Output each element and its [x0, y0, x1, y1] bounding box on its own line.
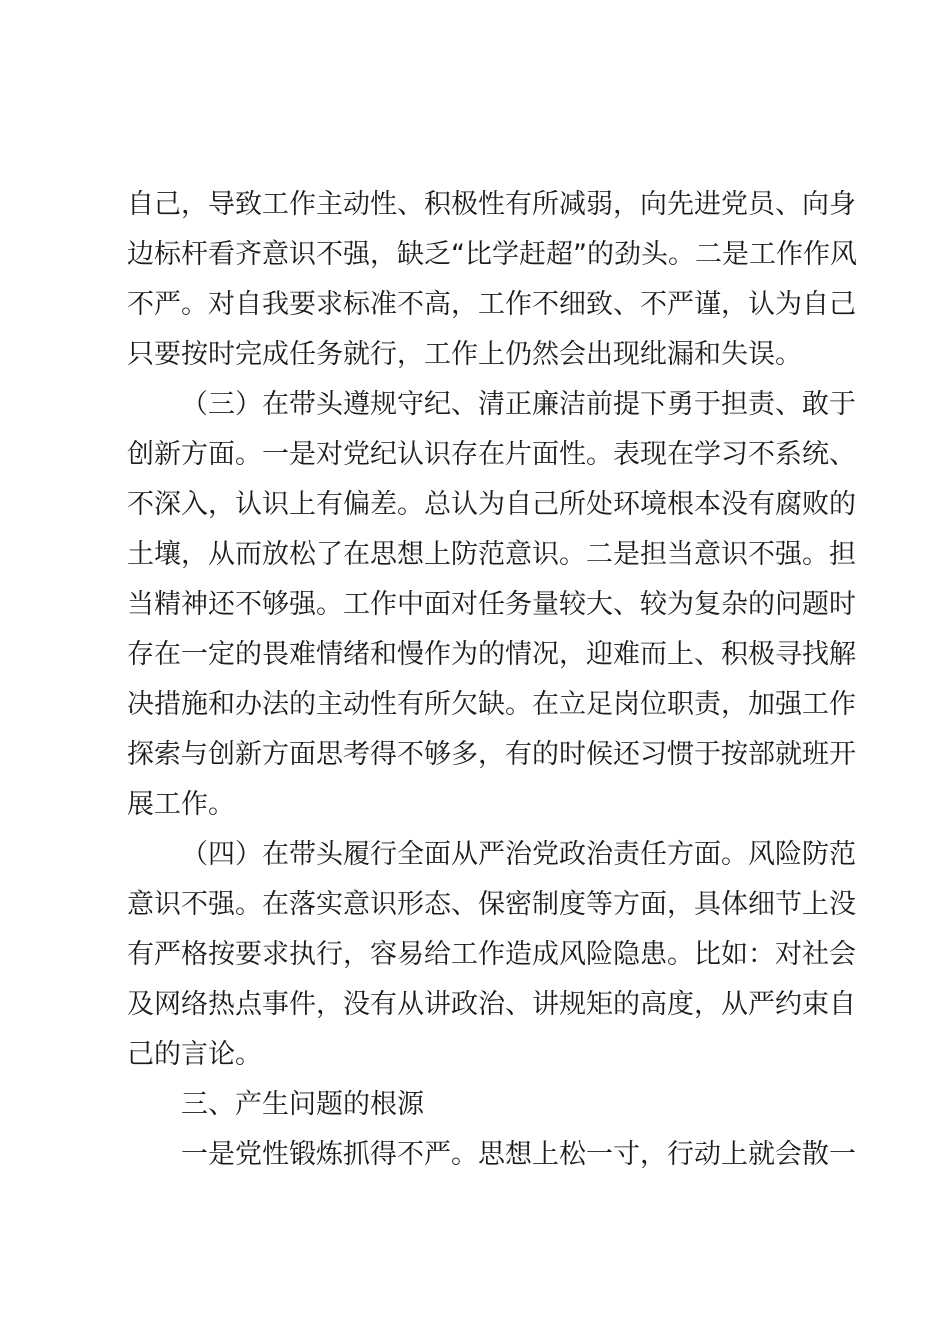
- paragraph-line: 不深入，认识上有偏差。总认为自己所处环境根本没有腐败的: [127, 489, 856, 520]
- paragraph-line: 一是党性锻炼抓得不严。思想上松一寸，行动上就会散一: [181, 1139, 856, 1170]
- paragraph-line: 探索与创新方面思考得不够多，有的时候还习惯于按部就班开: [127, 739, 856, 770]
- paragraph-line: 当精神还不够强。工作中面对任务量较大、较为复杂的问题时: [127, 589, 856, 620]
- section-heading-line: （四）在带头履行全面从严治党政治责任方面。风险防范: [181, 839, 856, 870]
- paragraph-line: 展工作。: [127, 789, 235, 820]
- paragraph-line: 只要按时完成任务就行，工作上仍然会出现纰漏和失误。: [127, 339, 802, 370]
- paragraph-line: 存在一定的畏难情绪和慢作为的情况，迎难而上、积极寻找解: [127, 639, 856, 670]
- paragraph-line: 边标杆看齐意识不强，缺乏“比学赶超”的劲头。二是工作作风: [127, 239, 857, 270]
- paragraph-line: 不严。对自我要求标准不高，工作不细致、不严谨，认为自己: [127, 289, 856, 320]
- paragraph-line: 自己，导致工作主动性、积极性有所减弱，向先进党员、向身: [127, 189, 856, 220]
- paragraph-line: 己的言论。: [127, 1039, 262, 1070]
- paragraph-line: 创新方面。一是对党纪认识存在片面性。表现在学习不系统、: [127, 439, 856, 470]
- section-heading-line: （三）在带头遵规守纪、清正廉洁前提下勇于担责、敢于: [181, 389, 856, 420]
- paragraph-line: 意识不强。在落实意识形态、保密制度等方面，具体细节上没: [127, 889, 856, 920]
- paragraph-line: 及网络热点事件，没有从讲政治、讲规矩的高度，从严约束自: [127, 989, 856, 1020]
- paragraph-line: 决措施和办法的主动性有所欠缺。在立足岗位职责，加强工作: [127, 689, 856, 720]
- paragraph-line: 土壤，从而放松了在思想上防范意识。二是担当意识不强。担: [127, 539, 856, 570]
- chapter-heading: 三、产生问题的根源: [181, 1089, 424, 1120]
- paragraph-line: 有严格按要求执行，容易给工作造成风险隐患。比如：对社会: [127, 939, 856, 970]
